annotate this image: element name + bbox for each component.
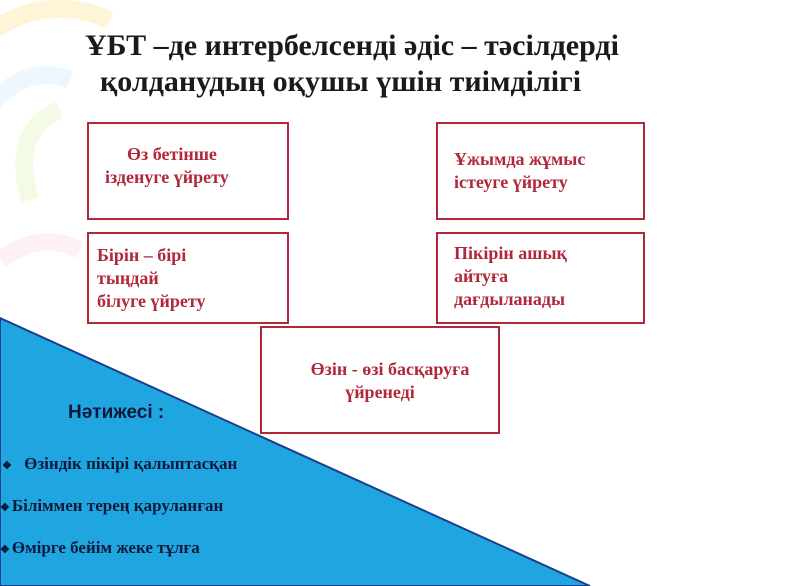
result-item-2-text: Біліммен терең қаруланған [11, 496, 224, 515]
result-item-1-text: Өзіндік пікірі қалыптасқан [24, 454, 238, 473]
result-item-2 [0, 496, 223, 516]
box-self-search-line1: Өз бетінше [127, 144, 217, 164]
box-listening-line3: білуге үйрету [97, 291, 206, 311]
box-teamwork-line1: Ұжымда жұмыс [454, 149, 586, 169]
box-self-control-line2: үйренеді [345, 382, 415, 402]
box-self-search-line2: ізденуге үйрету [105, 167, 229, 187]
box-teamwork-line2: істеуге үйрету [454, 172, 568, 192]
box-opinion-line2: айтуға [454, 266, 509, 286]
box-teamwork [436, 122, 645, 220]
box-opinion-line1: Пікірін ашық [454, 243, 567, 263]
box-listening [87, 232, 289, 324]
diamond-bullet-icon: ❖ [0, 544, 10, 556]
result-item-3 [0, 538, 200, 558]
title-line-1: ҰБТ –де интербелсенді әдіс – тәсілдерді [85, 29, 619, 62]
box-self-control [260, 326, 500, 434]
box-self-search [87, 122, 289, 220]
diamond-bullet-icon: ❖ [2, 460, 12, 472]
box-opinion-line3: дағдыланады [454, 289, 566, 309]
result-item-3-text: Өмірге бейім жеке тұлға [11, 538, 200, 557]
slide-title [60, 28, 760, 100]
box-self-control-line1: Өзін - өзі басқаруға [310, 359, 470, 379]
box-listening-line1: Бірін – бірі [97, 245, 187, 265]
diamond-bullet-icon: ❖ [0, 502, 10, 514]
result-heading: Нәтижесі : [68, 402, 165, 423]
box-listening-line2: тыңдай [97, 268, 159, 288]
box-opinion [436, 232, 645, 324]
result-item-1 [2, 454, 237, 474]
title-line-2: қолданудың оқушы үшін тиімділігі [100, 65, 582, 98]
